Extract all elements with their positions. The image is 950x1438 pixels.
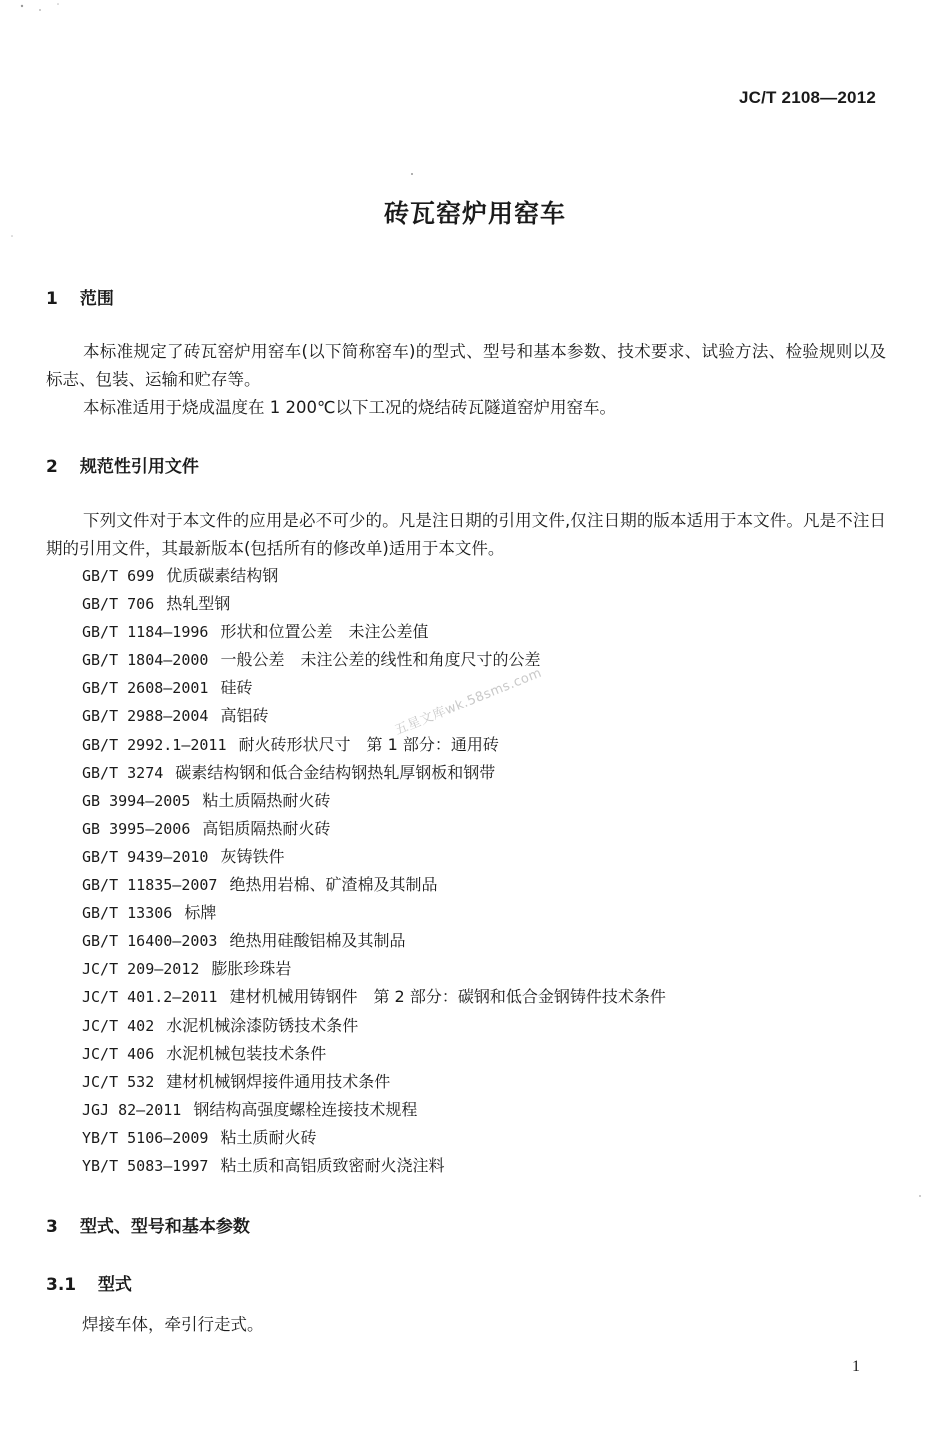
reference-code: JC/T 532 xyxy=(82,1072,155,1091)
reference-name: 绝热用岩棉、矿渣棉及其制品 xyxy=(229,875,438,895)
document-title: 砖瓦窑炉用窑车 xyxy=(383,199,566,228)
reference-item xyxy=(82,1096,666,1124)
watermark-text: 五星文库wk.58sms.com xyxy=(392,665,545,739)
reference-code: GB/T 1804—2000 xyxy=(82,651,209,670)
reference-name: 灰铸铁件 xyxy=(220,846,285,866)
reference-name: 优质碳素结构钢 xyxy=(166,566,279,585)
reference-item xyxy=(82,983,666,1011)
reference-name: 水泥机械包装技术条件 xyxy=(166,1043,327,1063)
reference-item xyxy=(82,1124,666,1152)
reference-item xyxy=(82,1152,666,1180)
reference-item xyxy=(82,1040,666,1068)
reference-code: YB/T 5083—1997 xyxy=(82,1156,209,1175)
reference-name: 粘土质隔热耐火砖 xyxy=(202,790,331,810)
reference-name: 绝热用硅酸铝棉及其制品 xyxy=(229,931,406,951)
section-title: 规范性引用文件 xyxy=(79,457,199,477)
reference-code: JC/T 402 xyxy=(82,1016,155,1035)
section-number: 3 xyxy=(46,1217,58,1237)
reference-code: GB/T 9439—2010 xyxy=(82,847,209,866)
scope-paragraph-1: 本标准规定了砖瓦窑炉用窑车(以下简称窑车)的型式、型号和基本参数、技术要求、试验方法、检验规则以及标志、包装、运输和贮存等。 xyxy=(46,342,886,389)
reference-code: GB/T 699 xyxy=(82,567,155,585)
reference-code: GB/T 1184—1996 xyxy=(82,623,209,642)
reference-item xyxy=(82,618,666,646)
section-title: 型式、型号和基本参数 xyxy=(79,1217,250,1237)
reference-list xyxy=(82,562,666,1180)
reference-code: GB/T 2608—2001 xyxy=(82,679,209,698)
reference-code: YB/T 5106—2009 xyxy=(82,1128,209,1147)
reference-item xyxy=(82,955,666,983)
section-2-heading xyxy=(46,452,199,477)
reference-item xyxy=(82,927,666,955)
reference-name: 标牌 xyxy=(184,903,217,923)
section-3-heading xyxy=(46,1212,250,1237)
reference-item xyxy=(82,1068,666,1096)
section-title: 范围 xyxy=(79,289,114,309)
page-number: 1 xyxy=(852,1358,860,1375)
reference-name: 高铝质隔热耐火砖 xyxy=(202,818,331,838)
reference-item xyxy=(82,759,666,787)
reference-code: JC/T 209—2012 xyxy=(82,960,200,979)
reference-item xyxy=(82,843,666,871)
scope-paragraph-2: 本标准适用于烧成温度在 1 200℃以下工况的烧结砖瓦隧道窑炉用窑车。 xyxy=(83,398,617,417)
reference-item xyxy=(82,590,666,618)
reference-item xyxy=(82,674,666,702)
reference-code: JC/T 401.2—2011 xyxy=(82,988,218,1007)
reference-code: GB/T 16400—2003 xyxy=(82,932,218,951)
reference-name: 膨胀珍珠岩 xyxy=(211,959,292,979)
reference-name: 粘土质耐火砖 xyxy=(220,1127,317,1147)
reference-item xyxy=(82,899,666,927)
section-1-heading xyxy=(46,284,114,309)
type-paragraph: 焊接车体，牵引行走式。 xyxy=(82,1315,264,1334)
reference-name: 建材机械钢焊接件通用技术条件 xyxy=(166,1071,391,1091)
reference-item xyxy=(82,787,666,815)
reference-code: JGJ 82—2011 xyxy=(82,1100,182,1119)
section-number: 1 xyxy=(46,289,58,309)
reference-name: 水泥机械涂漆防锈技术条件 xyxy=(166,1015,359,1035)
references-intro-paragraph: 下列文件对于本文件的应用是必不可少的。凡是注日期的引用文件,仅注日期的版本适用于本文件。凡是不注日期的引用文件，其最新版本(包括所有的修改单)适用于本文件。 xyxy=(46,511,886,558)
reference-name: 碳素结构钢和低合金结构钢热轧厚钢板和钢带 xyxy=(175,762,496,782)
reference-item xyxy=(82,731,666,759)
reference-item xyxy=(82,702,666,730)
reference-code: GB 3995—2006 xyxy=(82,819,191,838)
reference-item xyxy=(82,871,666,899)
reference-item xyxy=(82,815,666,843)
reference-code: GB 3994—2005 xyxy=(82,791,191,810)
reference-name: 硅砖 xyxy=(220,678,253,698)
reference-name: 形状和位置公差 未注公差值 xyxy=(220,622,429,642)
reference-name: 耐火砖形状尺寸 第 1 部分：通用砖 xyxy=(238,734,499,754)
reference-name: 粘土质和高铝质致密耐火浇注料 xyxy=(220,1155,445,1175)
section-number: 3.1 xyxy=(46,1275,77,1295)
reference-code: GB/T 11835—2007 xyxy=(82,876,218,895)
reference-name: 钢结构高强度螺栓连接技术规程 xyxy=(193,1099,418,1119)
reference-name: 热轧型钢 xyxy=(166,594,231,614)
reference-code: JC/T 406 xyxy=(82,1044,155,1063)
reference-code: GB/T 13306 xyxy=(82,904,173,923)
reference-code: GB/T 2988—2004 xyxy=(82,707,209,726)
reference-code: GB/T 3274 xyxy=(82,763,164,782)
section-number: 2 xyxy=(46,457,58,477)
reference-item xyxy=(82,1012,666,1040)
reference-code: GB/T 706 xyxy=(82,595,155,614)
section-3-1-heading xyxy=(46,1270,132,1295)
section-title: 型式 xyxy=(97,1275,132,1295)
reference-name: 建材机械用铸钢件 第 2 部分：碳钢和低合金钢铸件技术条件 xyxy=(229,987,666,1007)
reference-name: 一般公差 未注公差的线性和角度尺寸的公差 xyxy=(220,650,541,670)
reference-name: 高铝砖 xyxy=(220,706,269,726)
standard-code: JC/T 2108—2012 xyxy=(739,88,876,107)
reference-item xyxy=(82,646,666,674)
reference-code: GB/T 2992.1—2011 xyxy=(82,735,227,754)
reference-item xyxy=(82,562,666,590)
